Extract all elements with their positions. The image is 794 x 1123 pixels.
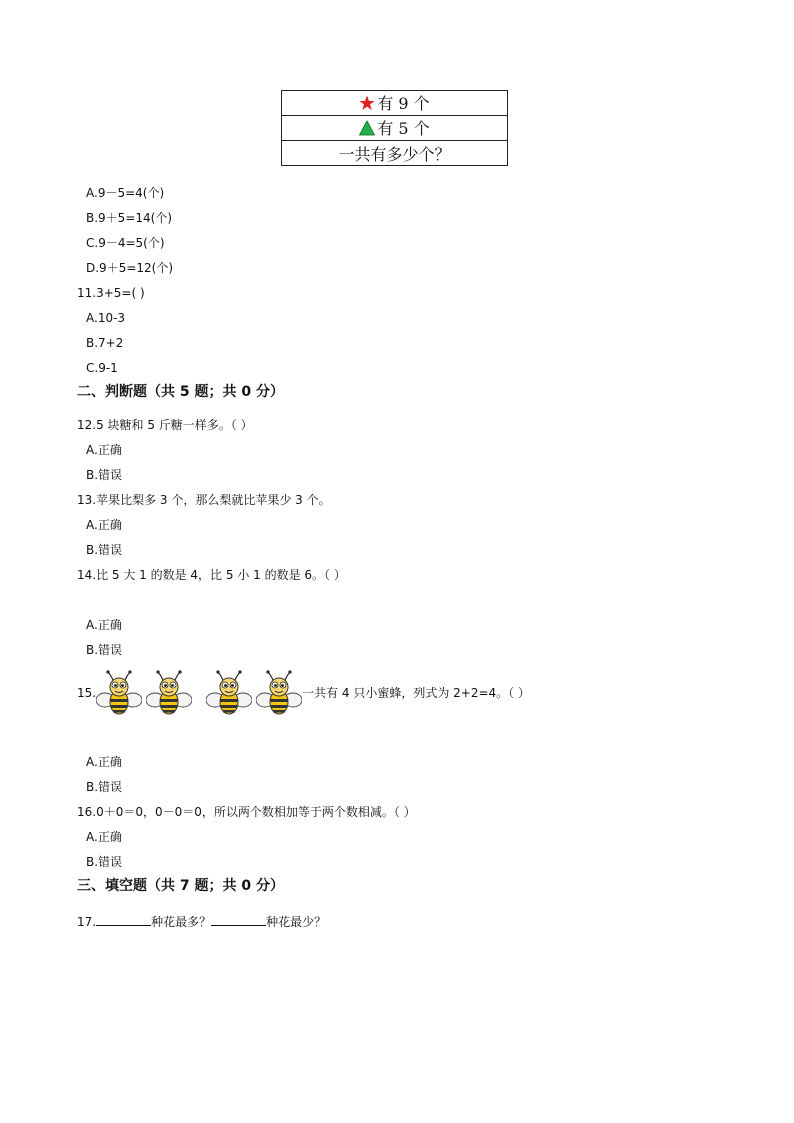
bee-icon [146, 670, 192, 716]
q15-question [77, 668, 530, 718]
q17-blank-2[interactable] [211, 913, 266, 926]
q13-option-b[interactable]: B.错误 [86, 543, 123, 557]
q10-option-b[interactable]: B.9＋5=14(个) [86, 211, 173, 225]
q17-part2: 种花最少？ [266, 915, 327, 929]
q11-option-a[interactable]: A.10-3 [86, 311, 126, 325]
section-2-title: 二、判断题（共 5 题；共 0 分） [77, 384, 284, 400]
q15-option-a[interactable]: A.正确 [86, 755, 122, 769]
q15-text: 一共有 4 只小蜜蜂，列式为 2+2=4。（ ） [302, 686, 531, 700]
q16-option-b[interactable]: B.错误 [86, 855, 123, 869]
q17-blank-1[interactable] [96, 913, 151, 926]
q17-question [77, 913, 326, 929]
q15-option-b[interactable]: B.错误 [86, 780, 123, 794]
bee-group [96, 670, 302, 716]
green-triangle-icon [359, 120, 375, 136]
q16-question: 16.0＋0＝0，0－0＝0，所以两个数相加等于两个数相减。（ ） [77, 805, 416, 819]
bee-icon [256, 670, 302, 716]
q14-option-a[interactable]: A.正确 [86, 618, 122, 632]
q16-option-a[interactable]: A.正确 [86, 830, 122, 844]
red-star-icon [359, 95, 375, 111]
table-row [282, 116, 508, 141]
q11-option-c[interactable]: C.9-1 [86, 361, 118, 375]
q14-option-b[interactable]: B.错误 [86, 643, 123, 657]
table-row3-text: 一共有多少个？ [338, 144, 451, 164]
q14-question: 14.比 5 大 1 的数是 4，比 5 小 1 的数是 6。（ ） [77, 568, 346, 582]
table-row [282, 141, 508, 166]
q12-question: 12.5 块糖和 5 斤糖一样多。（ ） [77, 418, 253, 432]
q13-option-a[interactable]: A.正确 [86, 518, 122, 532]
q10-option-d[interactable]: D.9＋5=12(个) [86, 261, 174, 275]
table-row [282, 91, 508, 116]
bee-icon [96, 670, 142, 716]
q17-number: 17. [77, 915, 97, 929]
q17-part1: 种花最多？ [151, 915, 212, 929]
q10-option-c[interactable]: C.9－4=5(个) [86, 236, 165, 250]
q10-option-a[interactable]: A.9－5=4(个) [86, 186, 165, 200]
section-3-title: 三、填空题（共 7 题；共 0 分） [77, 878, 284, 894]
table-row2-text: 有 5 个 [377, 119, 430, 139]
table-row1-text: 有 9 个 [377, 94, 430, 114]
q12-option-b[interactable]: B.错误 [86, 468, 123, 482]
problem-table [281, 90, 508, 166]
q11-option-b[interactable]: B.7+2 [86, 336, 124, 350]
q15-number: 15. [77, 686, 97, 700]
bee-icon [206, 670, 252, 716]
q12-option-a[interactable]: A.正确 [86, 443, 122, 457]
q13-question: 13.苹果比梨多 3 个，那么梨就比苹果少 3 个。 [77, 493, 331, 507]
q11-question: 11.3+5=( ) [77, 286, 145, 300]
